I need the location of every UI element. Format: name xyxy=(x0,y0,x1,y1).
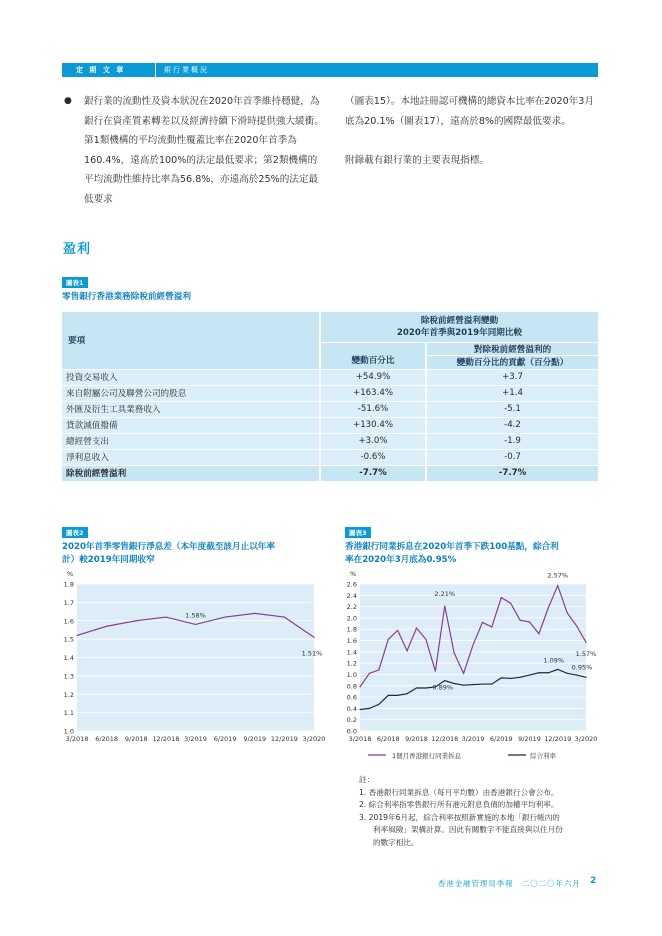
y-tick-label: 1.2 xyxy=(346,659,357,668)
data-point xyxy=(284,616,285,617)
data-label: 1.09% xyxy=(543,656,565,665)
x-tick-label: 12/2019 xyxy=(270,735,298,743)
x-tick-label: 6/2019 xyxy=(213,735,237,743)
table-row xyxy=(62,369,598,385)
y-unit: % xyxy=(350,570,357,578)
header-bar xyxy=(62,63,598,77)
header-section: 定 期 文 章 xyxy=(76,66,126,74)
bullet-icon: ● xyxy=(64,96,72,106)
note-2: 2. 綜合利率指零售銀行所有港元附息負債的加權平均利率。 xyxy=(359,800,559,810)
y-tick-label: 0.4 xyxy=(346,704,357,713)
table-cell-pct: -0.6% xyxy=(320,449,426,465)
note-3b: 利率風險」架構計算。因此有關數字不能直接與以往月份 xyxy=(373,825,563,835)
data-point xyxy=(313,637,314,638)
table-row xyxy=(62,433,598,449)
data-point xyxy=(472,644,473,645)
y-tick-label: 0.6 xyxy=(346,693,357,702)
y-tick-label: 0.2 xyxy=(346,716,357,725)
y-tick-label: 1.2 xyxy=(63,690,74,699)
data-point xyxy=(416,628,417,629)
data-point xyxy=(501,677,502,678)
legend-label-2: 綜合利率 xyxy=(530,752,556,760)
x-tick-label: 3/2018 xyxy=(65,735,89,743)
y-tick-label: 2.2 xyxy=(346,603,357,612)
chart3-title-2: 率在2020年3月底為0.95% xyxy=(345,555,457,565)
x-tick-label: 6/2018 xyxy=(95,735,119,743)
data-point xyxy=(397,695,398,696)
table-cell-item: 外匯及衍生工具業務收入 xyxy=(62,401,320,417)
x-tick-label: 9/2018 xyxy=(405,735,428,743)
body-paragraph-right xyxy=(345,92,601,171)
data-label: 0.95% xyxy=(571,663,593,672)
body-right-text-1: （圖表15）。本地註冊認可機構的總資本比率在2020年3月底為20.1%（圖表17），遠高於8%的國際最低要求。 xyxy=(345,96,594,127)
data-point xyxy=(557,669,558,670)
body-right-text-2: 附錄載有銀行業的主要表現指標。 xyxy=(345,155,489,166)
chart2-caption xyxy=(62,520,322,567)
table-cell-pct: +130.4% xyxy=(320,417,426,433)
x-tick-label: 3/2020 xyxy=(302,735,325,743)
x-tick-label: 9/2019 xyxy=(243,735,267,743)
table-cell-item: 淨利息收入 xyxy=(62,449,320,465)
data-point xyxy=(519,677,520,678)
data-point xyxy=(359,686,360,687)
x-tick-label: 3/2020 xyxy=(574,735,598,743)
chart2-title-2: 計）較2019年同期收窄 xyxy=(62,555,155,565)
y-tick-label: 2.6 xyxy=(346,580,357,589)
table-cell-pct: -51.6% xyxy=(320,401,426,417)
data-point xyxy=(435,670,436,671)
data-point xyxy=(388,695,389,696)
y-tick-label: 1.0 xyxy=(346,670,357,679)
data-point xyxy=(519,620,520,621)
data-point xyxy=(359,709,360,710)
data-label: 0.89% xyxy=(432,683,454,692)
y-tick-label: 2.4 xyxy=(346,591,357,600)
data-point xyxy=(76,635,77,636)
notes-head: 註： xyxy=(359,775,375,784)
data-point xyxy=(406,693,407,694)
data-point xyxy=(369,673,370,674)
data-point xyxy=(529,674,530,675)
y-tick-label: 1.4 xyxy=(346,648,357,657)
chart1-title: 零售銀行香港業務除稅前經營溢利 xyxy=(62,292,191,302)
data-point xyxy=(397,630,398,631)
data-point xyxy=(378,704,379,705)
data-point xyxy=(388,639,389,640)
y-tick-label: 1.8 xyxy=(346,625,357,634)
data-point xyxy=(444,605,445,606)
data-point xyxy=(482,683,483,684)
table-cell-contrib: -5.1 xyxy=(426,401,598,417)
x-tick-label: 6/2019 xyxy=(489,735,513,743)
table-cell-pct: +54.9% xyxy=(320,369,426,385)
legend-label-1: 1個月香港銀行同業拆息 xyxy=(392,752,462,760)
note-1: 1. 香港銀行同業拆息（每月平均數）由香港銀行公會公布。 xyxy=(359,787,559,797)
y-tick-label: 0.8 xyxy=(346,682,357,691)
y-unit: % xyxy=(67,570,74,578)
table-row xyxy=(62,417,598,433)
x-tick-label: 12/2019 xyxy=(544,735,572,743)
data-point xyxy=(538,633,539,634)
data-point xyxy=(454,652,455,653)
y-tick-label: 1.5 xyxy=(63,635,74,644)
table-cell-contrib: -1.9 xyxy=(426,433,598,449)
table-head-group xyxy=(320,312,598,342)
data-point xyxy=(585,642,586,643)
header-title: 銀行業概況 xyxy=(164,66,209,74)
table-row xyxy=(62,385,598,401)
data-point xyxy=(106,626,107,627)
page-number: 2 xyxy=(590,876,597,886)
notes xyxy=(359,774,563,850)
y-tick-label: 2.0 xyxy=(346,614,357,623)
data-point xyxy=(510,603,511,604)
data-point xyxy=(491,626,492,627)
table-total-contrib: -7.7% xyxy=(426,465,598,481)
data-label: 1.57% xyxy=(575,650,597,659)
data-point xyxy=(463,685,464,686)
data-point xyxy=(510,678,511,679)
table-cell-contrib: +1.4 xyxy=(426,385,598,401)
data-point xyxy=(463,673,464,674)
data-point xyxy=(491,683,492,684)
table-head-col2a: 對除稅前經營溢利的 xyxy=(426,342,598,355)
x-tick-label: 12/2018 xyxy=(152,735,180,743)
data-point xyxy=(576,625,577,626)
table-head-group-1: 除稅前經營溢利變動 xyxy=(420,315,499,326)
hibor-line-chart xyxy=(340,562,605,767)
table-cell-contrib: -4.2 xyxy=(426,417,598,433)
y-tick-label: 1.6 xyxy=(63,617,74,626)
data-point xyxy=(425,639,426,640)
data-point xyxy=(482,622,483,623)
chart3-title-1: 香港銀行同業拆息在2020年首季下跌100基點，綜合利 xyxy=(345,542,559,552)
data-point xyxy=(225,616,226,617)
data-point xyxy=(406,650,407,651)
data-point xyxy=(165,616,166,617)
table-cell-contrib: +3.7 xyxy=(426,369,598,385)
data-point xyxy=(548,607,549,608)
nim-line-chart xyxy=(55,562,325,752)
footer-text: 香港金融管理局季報 二〇二〇年六月 xyxy=(438,879,581,888)
table-total-pct: -7.7% xyxy=(320,465,426,481)
table-head-col2b: 變動百分比的貢獻（百分點） xyxy=(426,355,598,369)
y-tick-label: 1.4 xyxy=(63,654,74,662)
table-cell-item: 投資交易收入 xyxy=(62,369,320,385)
table-cell-item: 來自附屬公司及聯營公司的股息 xyxy=(62,385,320,401)
y-tick-label: 0.0 xyxy=(346,727,357,736)
table-head-group-2: 2020年首季與2019年同期比較 xyxy=(396,327,523,338)
data-point xyxy=(195,624,196,625)
table-total-label: 除稅前經營溢利 xyxy=(62,465,320,481)
data-label: 1.51% xyxy=(301,649,323,658)
chart3-caption xyxy=(345,520,605,567)
y-tick-label: 1.7 xyxy=(63,598,74,607)
table-head-item: 要項 xyxy=(62,312,320,369)
data-point xyxy=(378,669,379,670)
x-tick-label: 9/2019 xyxy=(518,735,541,743)
table-cell-contrib: -0.7 xyxy=(426,449,598,465)
x-tick-label: 3/2019 xyxy=(184,735,207,743)
section-heading: 盈利 xyxy=(63,242,92,257)
data-point xyxy=(444,680,445,681)
table-head-col1: 變動百分比 xyxy=(320,342,426,369)
chart1-tag: 圖表1 xyxy=(62,277,88,288)
data-point xyxy=(538,672,539,673)
table-cell-pct: +163.4% xyxy=(320,385,426,401)
note-3c: 的數字相比。 xyxy=(373,837,419,847)
y-tick-label: 1.3 xyxy=(63,672,74,681)
data-point xyxy=(454,683,455,684)
data-point xyxy=(501,597,502,598)
data-point xyxy=(567,612,568,613)
data-point xyxy=(136,620,137,621)
x-tick-label: 6/2018 xyxy=(376,735,400,743)
data-point xyxy=(254,613,255,614)
data-point xyxy=(369,708,370,709)
table-cell-item: 貸款減值撥備 xyxy=(62,417,320,433)
profit-table xyxy=(62,312,598,481)
table-cell-item: 總經營支出 xyxy=(62,433,320,449)
chart2-tag: 圖表2 xyxy=(62,527,88,538)
y-tick-label: 1.8 xyxy=(63,580,74,589)
chart3-tag: 圖表3 xyxy=(345,527,371,538)
note-3a: 3. 2019年6月起，綜合利率按照新實施的本地「銀行帳內的 xyxy=(359,812,560,822)
data-label: 1.58% xyxy=(185,611,206,620)
data-label: 2.21% xyxy=(434,590,456,599)
table-cell-pct: +3.0% xyxy=(320,433,426,449)
chart2-title-1: 2020年首季零售銀行淨息差（本年度截至該月止以年率 xyxy=(62,542,275,552)
x-tick-label: 12/2018 xyxy=(431,735,459,743)
y-tick-label: 1.1 xyxy=(63,709,74,718)
y-tick-label: 1.6 xyxy=(346,637,357,646)
chart1-caption xyxy=(62,270,191,304)
x-tick-label: 9/2018 xyxy=(124,735,148,743)
data-point xyxy=(529,621,530,622)
x-tick-label: 3/2019 xyxy=(461,735,485,743)
body-paragraph-left: 銀行業的流動性及資本狀況在2020年首季維持穩健，為銀行在資產質素轉差以及經濟持續下滑時提供強大緩衝。第1類機構的平均流動性覆蓋比率在2020年首季為160.4%，遠高於100%的法定最低要求；第2類機構的平均流動性維持比率為56.8%，亦遠高於25%的法定最低要求 xyxy=(84,96,324,205)
data-point xyxy=(576,674,577,675)
table-row xyxy=(62,401,598,417)
data-point xyxy=(548,672,549,673)
table-row xyxy=(62,449,598,465)
data-point xyxy=(416,687,417,688)
data-point xyxy=(557,585,558,586)
data-point xyxy=(585,677,586,678)
data-label: 2.57% xyxy=(547,571,569,580)
y-tick-label: 1.0 xyxy=(63,727,74,736)
x-tick-label: 3/2018 xyxy=(348,735,372,743)
data-point xyxy=(472,684,473,685)
data-point xyxy=(425,687,426,688)
data-point xyxy=(567,673,568,674)
